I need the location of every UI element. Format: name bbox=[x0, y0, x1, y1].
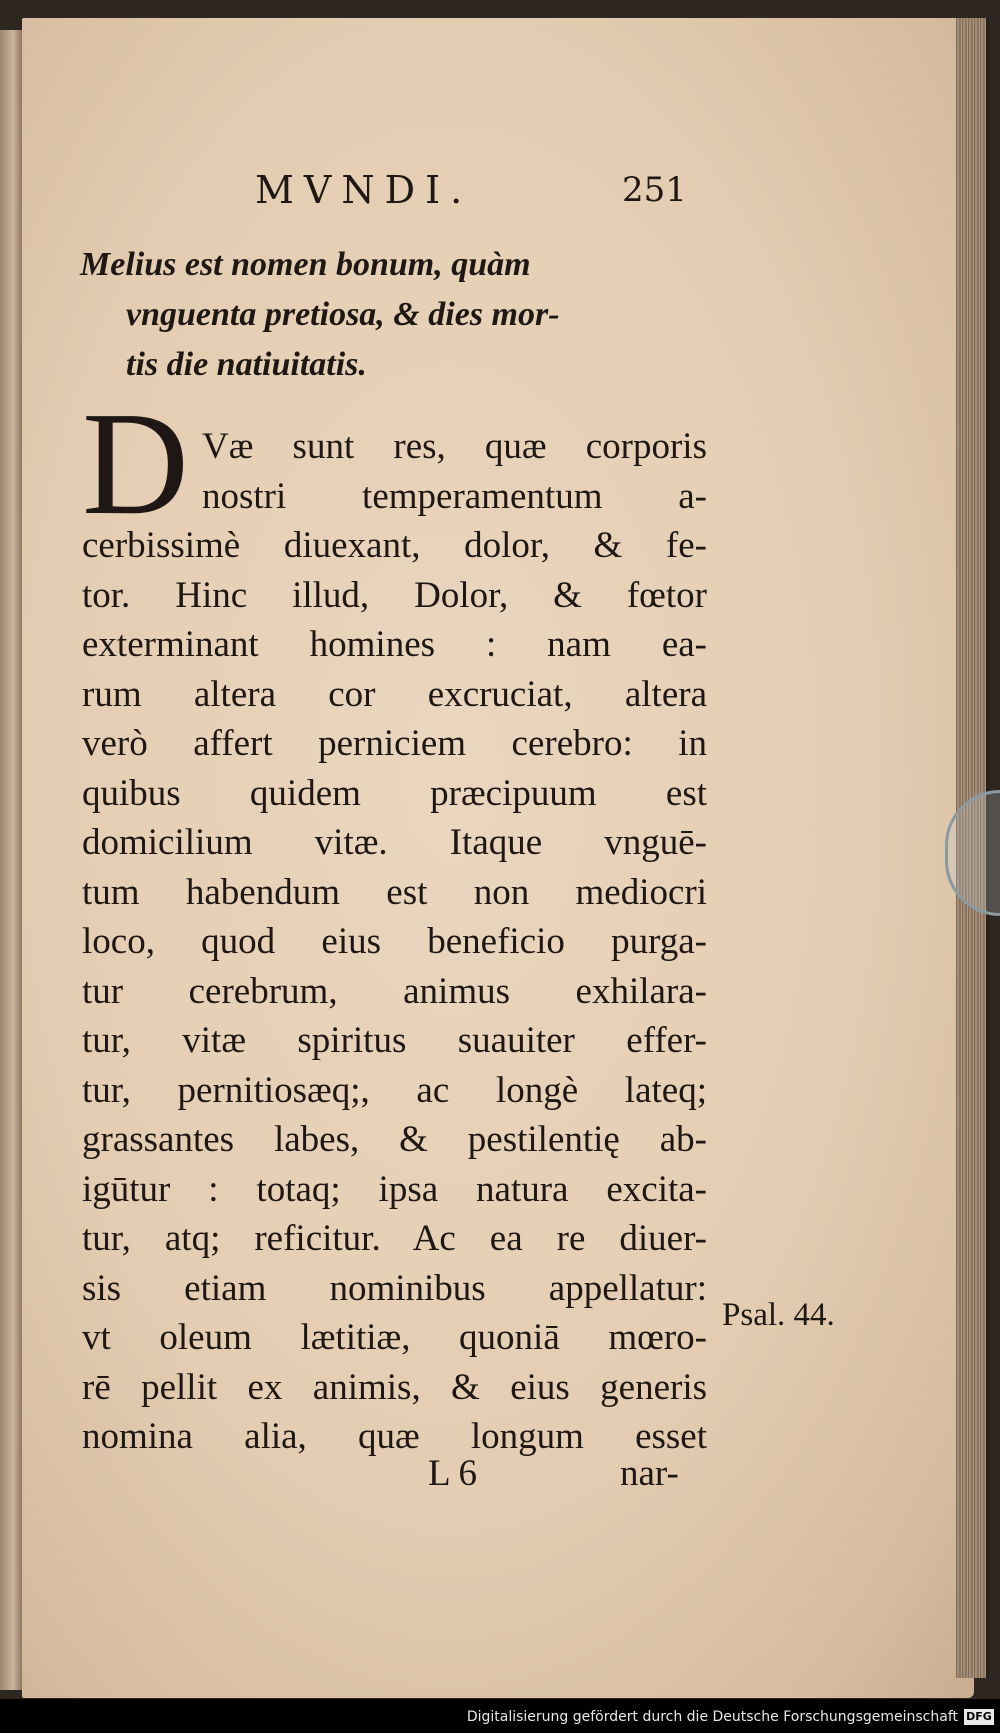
text-line: tur, pernitiosæq;, ac longè lateq; bbox=[82, 1069, 707, 1111]
margin-note: Psal. 44. bbox=[722, 1297, 835, 1333]
text-line: tur, vitæ spiritus suauiter effer- bbox=[82, 1020, 707, 1061]
text-line: sis etiam nominibus appellatur: bbox=[82, 1267, 707, 1309]
motto-line: Melius est nomen bonum, quàm bbox=[80, 246, 531, 283]
text-line: grassantes labes, & pestilentię ab- bbox=[82, 1119, 707, 1160]
text-line: domicilium vitæ. Itaque vnguē- bbox=[82, 822, 707, 863]
motto-line: vnguenta pretiosa, & dies mor- bbox=[126, 296, 560, 333]
catchword: nar- bbox=[620, 1453, 679, 1494]
text-line: rē pellit ex animis, & eius generis bbox=[82, 1366, 707, 1408]
text-line: nostri temperamentum a- bbox=[202, 475, 707, 517]
footer-credit: Digitalisierung gefördert durch die Deutsche Forschungsgemeinschaft bbox=[466, 1709, 958, 1725]
facing-page-edge bbox=[0, 30, 22, 1690]
body-text bbox=[82, 422, 707, 1462]
running-head: MVNDI. bbox=[255, 168, 473, 212]
text-line: cerbissimè diuexant, dolor, & fe- bbox=[82, 525, 707, 566]
text-line: tur cerebrum, animus exhilara- bbox=[82, 970, 707, 1012]
drop-capital: D bbox=[82, 382, 189, 546]
motto-line: tis die natiuitatis. bbox=[126, 346, 367, 383]
footer-bar bbox=[0, 1699, 1000, 1733]
text-line: loco, quod eius beneficio purga- bbox=[82, 921, 707, 962]
text-line: vt oleum lætitiæ, quoniā mœro- bbox=[82, 1317, 707, 1358]
text-line: quibus quidem præcipuum est bbox=[82, 772, 707, 814]
text-line: tur, atq; reficitur. Ac ea re diuer- bbox=[82, 1218, 707, 1259]
text-line: tor. Hinc illud, Dolor, & fœtor bbox=[82, 574, 707, 616]
text-line: verò affert perniciem cerebro: in bbox=[82, 723, 707, 764]
page-number: 251 bbox=[622, 170, 687, 210]
dfg-logo-icon: DFG bbox=[964, 1709, 994, 1725]
text-line: exterminant homines : nam ea- bbox=[82, 624, 707, 665]
motto bbox=[80, 240, 710, 390]
text-line: nomina alia, quæ longum esset bbox=[82, 1416, 707, 1457]
signature-mark: L 6 bbox=[428, 1453, 477, 1494]
text-line: tum habendum est non mediocri bbox=[82, 871, 707, 913]
text-line: Væ sunt res, quæ corporis bbox=[202, 426, 707, 467]
text-line: rum altera cor excruciat, altera bbox=[82, 673, 707, 715]
text-line: igūtur : totaq; ipsa natura excita- bbox=[82, 1168, 707, 1210]
